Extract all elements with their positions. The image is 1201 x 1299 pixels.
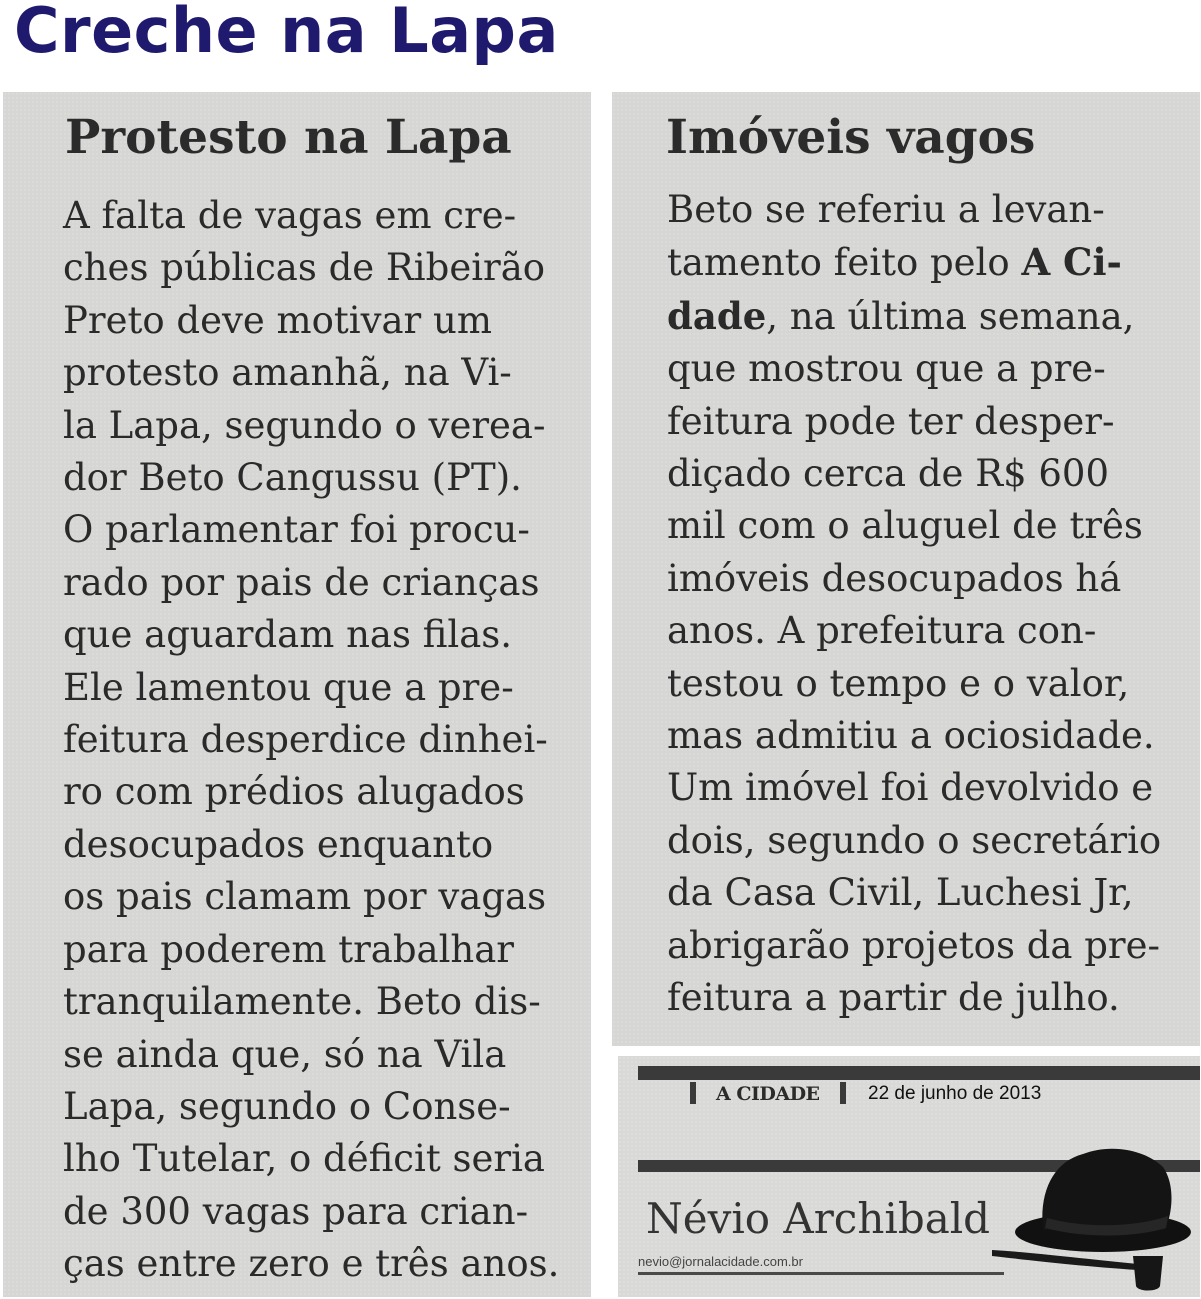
publication-date: 22 de junho de 2013	[868, 1083, 1042, 1104]
body-line: desocupados enquanto	[63, 822, 494, 866]
body-line: para poderem trabalhar	[63, 927, 514, 971]
body-line: dor Beto Cangussu (PT).	[63, 456, 522, 500]
columnist-name: Névio Archibald	[646, 1194, 991, 1243]
body-line: mil com o aluguel de três	[667, 504, 1143, 548]
page-headline: Creche na Lapa	[14, 0, 559, 67]
author-underline	[638, 1272, 1004, 1275]
right-article-body	[667, 184, 1161, 1025]
body-line: lho Tutelar, o déficit seria	[63, 1137, 545, 1181]
body-line: Preto deve motivar um	[63, 298, 492, 342]
pipe-icon	[988, 1242, 1188, 1294]
newspaper-name-bold: dade	[667, 293, 767, 338]
masthead-rule	[638, 1066, 1200, 1080]
body-line: feitura desperdice dinhei-	[63, 718, 548, 762]
body-line: ças entre zero e três anos.	[63, 1242, 560, 1286]
body-line: O parlamentar foi procu-	[63, 508, 530, 552]
body-line: A falta de vagas em cre-	[63, 194, 517, 237]
body-line: Beto se referiu a levan-	[667, 188, 1105, 231]
body-line: testou o tempo e o valor,	[667, 661, 1130, 705]
body-line: imóveis desocupados há	[667, 556, 1122, 600]
right-article-clipping	[612, 92, 1200, 1046]
body-line: abrigarão projetos da pre-	[667, 923, 1160, 967]
body-line: ro com prédios alugados	[63, 770, 525, 814]
body-text: , na última semana,	[766, 294, 1135, 338]
body-line: de 300 vagas para crian-	[63, 1189, 529, 1233]
body-line: feitura a partir de julho.	[667, 976, 1120, 1020]
byline-clipping	[618, 1056, 1200, 1297]
left-article-title: Protesto na Lapa	[65, 110, 512, 165]
left-article-clipping	[3, 92, 591, 1297]
body-line: Um imóvel foi devolvido e	[667, 766, 1154, 810]
hat-icon	[1013, 1132, 1193, 1257]
body-line: que mostrou que a pre-	[667, 347, 1106, 391]
body-line: anos. A prefeitura con-	[667, 609, 1097, 653]
body-line: da Casa Civil, Luchesi Jr,	[667, 871, 1134, 915]
columnist-email: nevio@jornalacidade.com.br	[638, 1254, 803, 1269]
divider-tick	[840, 1082, 846, 1104]
body-line: mas admitiu a ociosidade.	[667, 714, 1155, 758]
left-article-body	[63, 190, 559, 1291]
body-line: protesto amanhã, na Vi-	[63, 351, 512, 395]
body-line: rado por pais de crianças	[63, 560, 540, 604]
newspaper-masthead: A CIDADE	[716, 1083, 820, 1105]
body-line	[667, 290, 1161, 343]
body-line: diçado cerca de R$ 600	[667, 452, 1109, 496]
body-line: tranquilamente. Beto dis-	[63, 980, 541, 1024]
newspaper-name-bold: A Ci-	[1021, 240, 1122, 285]
body-text: tamento feito pelo	[667, 241, 1022, 285]
body-line: Ele lamentou que a pre-	[63, 665, 514, 709]
body-line: que aguardam nas filas.	[63, 613, 513, 657]
right-article-title: Imóveis vagos	[666, 110, 1036, 165]
body-line: ches públicas de Ribeirão	[63, 246, 546, 290]
body-line	[667, 236, 1161, 289]
body-line: os pais clamam por vagas	[63, 875, 547, 919]
body-line: feitura pode ter desper-	[667, 399, 1115, 443]
divider-tick	[690, 1082, 696, 1104]
body-line: se ainda que, só na Vila	[63, 1032, 507, 1076]
body-line: dois, segundo o secretário	[667, 818, 1162, 862]
body-line: la Lapa, segundo o verea-	[63, 403, 546, 447]
body-line: Lapa, segundo o Conse-	[63, 1084, 511, 1128]
